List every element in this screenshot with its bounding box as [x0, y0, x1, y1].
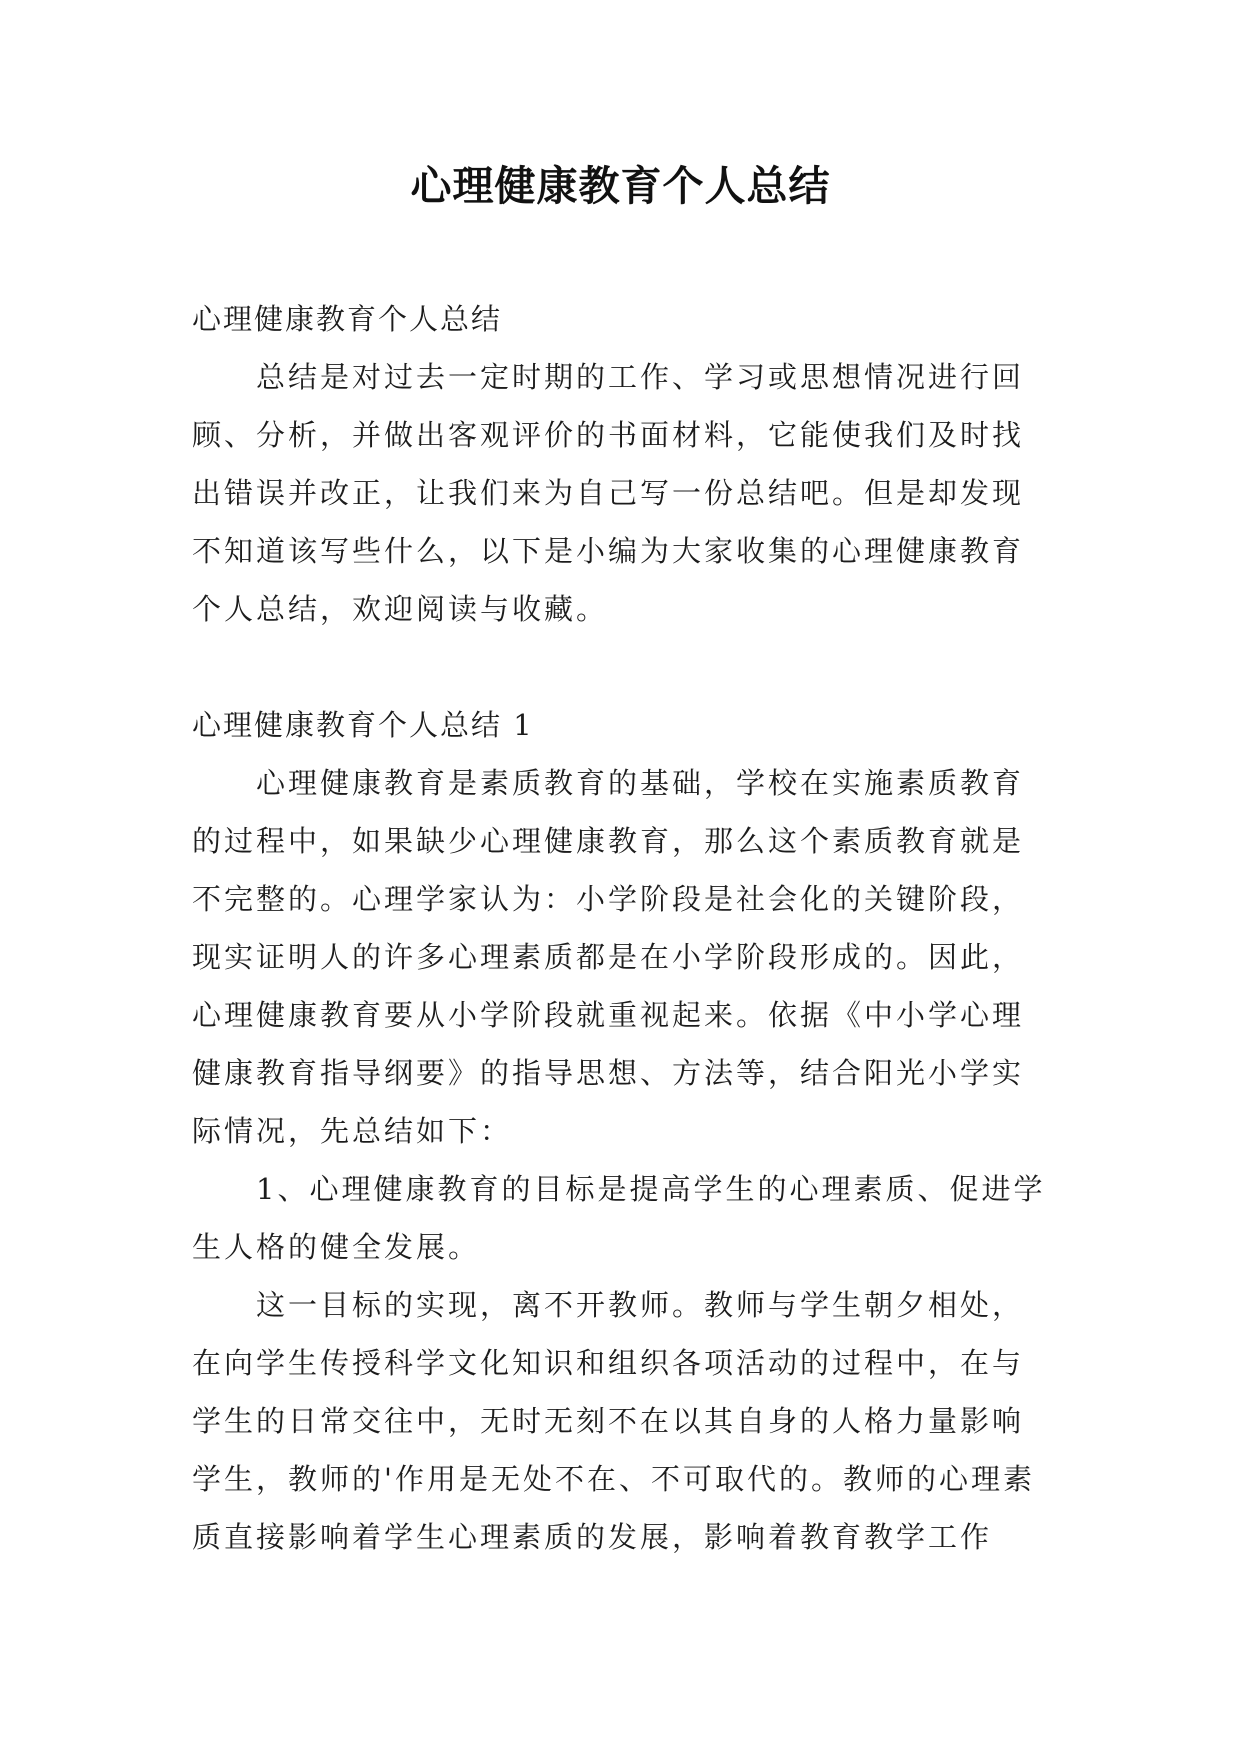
intro-heading: 心理健康教育个人总结	[192, 302, 503, 336]
document-body	[192, 290, 1052, 1566]
section-1-paragraph: 心理健康教育是素质教育的基础，学校在实施素质教育的过程中，如果缺少心理健康教育，那么这个素质教育就是不完整的。心理学家认为：小学阶段是社会化的关键阶段，现实证明人的许多心理素质都是在小学阶段形成的。因此，心理健康教育要从小学阶段就重视起来。依据《中小学心理健康教育指导纲要》的指导思想、方法等，结合阳光小学实际情况，先总结如下：	[192, 766, 1025, 1148]
document-title: 心理健康教育个人总结	[410, 162, 831, 210]
intro-paragraph: 总结是对过去一定时期的工作、学习或思想情况进行回顾、分析，并做出客观评价的书面材料，它能使我们及时找出错误并改正，让我们来为自己写一份总结吧。但是却发现不知道该写些什么，以下是小编为大家收集的心理健康教育个人总结，欢迎阅读与收藏。	[192, 360, 1025, 626]
section-spacer	[192, 638, 1052, 696]
section-1-paragraph: 这一目标的实现，离不开教师。教师与学生朝夕相处，在向学生传授科学文化知识和组织各项活动的过程中，在与学生的日常交往中，无时无刻不在以其自身的人格力量影响学生，教师的'作用是无处不在、不可取代的。教师的心理素质直接影响着学生心理素质的发展，影响着教育教学工作	[192, 1288, 1035, 1554]
section-1-heading: 心理健康教育个人总结 1	[192, 708, 534, 742]
section-1-paragraph: 1、心理健康教育的目标是提高学生的心理素质、促进学生人格的健全发展。	[192, 1172, 1046, 1264]
